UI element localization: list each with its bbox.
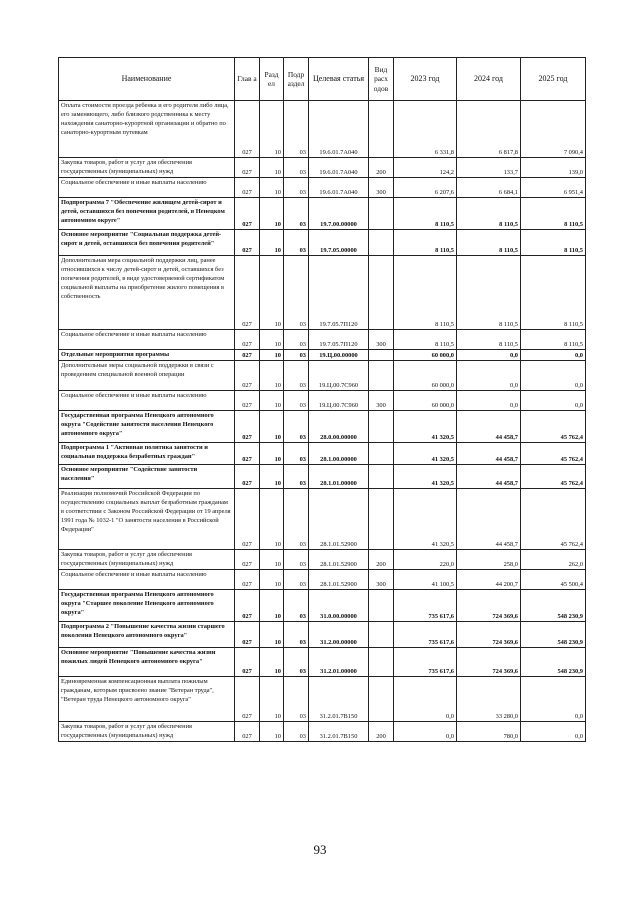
cell-g: 027 [235, 391, 260, 411]
col-vr-header: Вид расх одов [369, 58, 394, 101]
cell-v2: 724 369,6 [457, 590, 521, 622]
cell-v2: 0,0 [457, 391, 521, 411]
cell-v3: 139,0 [521, 158, 586, 178]
cell-name: Подпрограмма 7 "Обеспечение жилищем детей-сирот и детей, оставшихся без попечения родителей, в Ненецком автономном округе" [59, 198, 235, 230]
cell-r: 10 [260, 443, 284, 465]
cell-g: 027 [235, 361, 260, 391]
cell-g: 027 [235, 178, 260, 198]
cell-name: Подпрограмма 1 "Активная политика занятости и социальная поддержка безработных граждан" [59, 443, 235, 465]
cell-r: 10 [260, 350, 284, 361]
cell-g: 027 [235, 350, 260, 361]
cell-cs: 28.1.01.00000 [309, 465, 369, 489]
cell-v3: 45 762,4 [521, 443, 586, 465]
table-row [59, 411, 586, 443]
cell-v3: 8 110,5 [521, 330, 586, 350]
cell-v2: 44 458,7 [457, 443, 521, 465]
cell-g: 027 [235, 443, 260, 465]
cell-name: Закупка товаров, работ и услуг для обеспечения государственных (муниципальных) нужд [59, 158, 235, 178]
cell-vr: 200 [369, 158, 394, 178]
cell-v2: 33 280,0 [457, 677, 521, 722]
cell-v1: 41 320,5 [394, 411, 457, 443]
cell-vr [369, 489, 394, 550]
cell-v2: 44 458,7 [457, 411, 521, 443]
cell-cs: 19.Ц.00.7С960 [309, 361, 369, 391]
cell-v1: 220,0 [394, 550, 457, 570]
cell-cs: 31.2.01.00000 [309, 648, 369, 677]
cell-v2: 6 684,1 [457, 178, 521, 198]
cell-p: 03 [284, 391, 309, 411]
cell-v3: 0,0 [521, 391, 586, 411]
table-row [59, 550, 586, 570]
cell-v1: 8 110,5 [394, 198, 457, 230]
cell-v3: 262,0 [521, 550, 586, 570]
cell-name: Реализация полномочий Российской Федерации по осуществлению социальных выплат безработным гражданам в соответствии с Законом Российской Федерации от 19 апреля 1991 года № 1032-1 "О занятости населения в Российской Федерации" [59, 489, 235, 550]
cell-p: 03 [284, 178, 309, 198]
cell-p: 03 [284, 198, 309, 230]
cell-r: 10 [260, 101, 284, 158]
cell-cs: 28.1.01.52900 [309, 550, 369, 570]
header-row [59, 58, 586, 101]
cell-v2: 44 200,7 [457, 570, 521, 590]
cell-p: 03 [284, 330, 309, 350]
cell-p: 03 [284, 158, 309, 178]
cell-p: 03 [284, 361, 309, 391]
cell-cs: 19.6.01.7А040 [309, 158, 369, 178]
cell-r: 10 [260, 158, 284, 178]
cell-name: Закупка товаров, работ и услуг для обеспечения государственных (муниципальных) нужд [59, 722, 235, 742]
table-row [59, 590, 586, 622]
cell-name: Закупка товаров, работ и услуг для обеспечения государственных (муниципальных) нужд [59, 550, 235, 570]
cell-v3: 548 230,9 [521, 648, 586, 677]
cell-cs: 28.0.00.00000 [309, 411, 369, 443]
cell-p: 03 [284, 101, 309, 158]
cell-r: 10 [260, 330, 284, 350]
cell-r: 10 [260, 648, 284, 677]
cell-v3: 8 110,5 [521, 256, 586, 330]
cell-vr [369, 443, 394, 465]
cell-g: 027 [235, 590, 260, 622]
cell-p: 03 [284, 489, 309, 550]
cell-name: Социальное обеспечение и иные выплаты населению [59, 178, 235, 198]
cell-p: 03 [284, 648, 309, 677]
cell-v2: 0,0 [457, 350, 521, 361]
cell-r: 10 [260, 411, 284, 443]
cell-p: 03 [284, 465, 309, 489]
cell-name: Социальное обеспечение и иные выплаты населению [59, 570, 235, 590]
cell-name: Социальное обеспечение и иные выплаты населению [59, 330, 235, 350]
table-row [59, 391, 586, 411]
cell-name: Социальное обеспечение и иные выплаты населению [59, 391, 235, 411]
cell-v2: 44 458,7 [457, 489, 521, 550]
cell-vr [369, 648, 394, 677]
cell-v1: 60 000,0 [394, 361, 457, 391]
table-row [59, 465, 586, 489]
cell-r: 10 [260, 622, 284, 648]
cell-r: 10 [260, 361, 284, 391]
table-row [59, 178, 586, 198]
cell-vr: 200 [369, 550, 394, 570]
cell-v2: 44 458,7 [457, 465, 521, 489]
cell-vr: 200 [369, 722, 394, 742]
cell-v1: 6 331,8 [394, 101, 457, 158]
table-row [59, 677, 586, 722]
cell-name: Подпрограмма 2 "Повышение качества жизни старшего поколения Ненецкого автономного округа" [59, 622, 235, 648]
cell-v3: 45 762,4 [521, 465, 586, 489]
cell-v1: 8 110,5 [394, 256, 457, 330]
cell-p: 03 [284, 570, 309, 590]
cell-p: 03 [284, 622, 309, 648]
cell-cs: 19.7.05.7П120 [309, 330, 369, 350]
cell-cs: 19.6.01.7А040 [309, 101, 369, 158]
cell-v3: 0,0 [521, 677, 586, 722]
cell-g: 027 [235, 198, 260, 230]
cell-vr [369, 465, 394, 489]
cell-v3: 8 110,5 [521, 198, 586, 230]
cell-r: 10 [260, 677, 284, 722]
cell-v2: 724 369,6 [457, 622, 521, 648]
cell-r: 10 [260, 550, 284, 570]
table-row [59, 648, 586, 677]
cell-v3: 0,0 [521, 350, 586, 361]
table-row [59, 198, 586, 230]
cell-v1: 8 110,5 [394, 330, 457, 350]
cell-v3: 0,0 [521, 722, 586, 742]
cell-p: 03 [284, 256, 309, 330]
table-row [59, 101, 586, 158]
cell-r: 10 [260, 198, 284, 230]
cell-g: 027 [235, 465, 260, 489]
cell-v3: 7 090,4 [521, 101, 586, 158]
cell-vr [369, 622, 394, 648]
table-row [59, 361, 586, 391]
cell-v3: 0,0 [521, 361, 586, 391]
col-2025-header: 2025 год [521, 58, 586, 101]
cell-v1: 60 000,0 [394, 391, 457, 411]
cell-r: 10 [260, 178, 284, 198]
cell-name: Дополнительная мера социальной поддержки лиц, ранее относившихся к числу детей-сирот и детей, оставшихся без попечения родителей, в виде удостоверяемой сертификатом социальной выплаты на приобретение жилого помещения в собственность [59, 256, 235, 330]
cell-vr [369, 101, 394, 158]
cell-cs: 19.7.05.00000 [309, 230, 369, 256]
cell-g: 027 [235, 550, 260, 570]
cell-r: 10 [260, 489, 284, 550]
cell-cs: 19.7.05.7П120 [309, 256, 369, 330]
cell-v2: 8 110,5 [457, 230, 521, 256]
cell-v2: 6 817,8 [457, 101, 521, 158]
col-cs-header: Целевая статья [309, 58, 369, 101]
cell-r: 10 [260, 465, 284, 489]
cell-g: 027 [235, 570, 260, 590]
cell-cs: 31.0.00.00000 [309, 590, 369, 622]
cell-v1: 41 100,5 [394, 570, 457, 590]
cell-vr [369, 198, 394, 230]
cell-g: 027 [235, 101, 260, 158]
cell-g: 027 [235, 411, 260, 443]
col-2024-header: 2024 год [457, 58, 521, 101]
cell-name: Основное мероприятие "Повышение качества жизни пожилых людей Ненецкого автономного округа" [59, 648, 235, 677]
cell-g: 027 [235, 648, 260, 677]
cell-r: 10 [260, 590, 284, 622]
cell-g: 027 [235, 622, 260, 648]
cell-vr: 300 [369, 570, 394, 590]
cell-vr [369, 677, 394, 722]
col-2023-header: 2023 год [394, 58, 457, 101]
cell-v3: 6 951,4 [521, 178, 586, 198]
cell-g: 027 [235, 158, 260, 178]
cell-r: 10 [260, 391, 284, 411]
cell-v1: 735 617,6 [394, 622, 457, 648]
table-row [59, 443, 586, 465]
cell-vr: 300 [369, 330, 394, 350]
cell-p: 03 [284, 722, 309, 742]
cell-v2: 133,7 [457, 158, 521, 178]
cell-g: 027 [235, 677, 260, 722]
col-glava-header: Глав а [235, 58, 260, 101]
cell-cs: 31.2.01.7В150 [309, 722, 369, 742]
table-row [59, 350, 586, 361]
cell-cs: 19.6.01.7А040 [309, 178, 369, 198]
cell-v1: 735 617,6 [394, 590, 457, 622]
cell-g: 027 [235, 722, 260, 742]
table-row [59, 722, 586, 742]
cell-v3: 548 230,9 [521, 622, 586, 648]
cell-v1: 0,0 [394, 722, 457, 742]
cell-vr [369, 361, 394, 391]
cell-vr [369, 230, 394, 256]
table-row [59, 158, 586, 178]
cell-r: 10 [260, 256, 284, 330]
cell-cs: 28.1.00.00000 [309, 443, 369, 465]
cell-r: 10 [260, 230, 284, 256]
cell-name: Основное мероприятие "Содействие занятости населения" [59, 465, 235, 489]
cell-vr [369, 350, 394, 361]
col-name-header: Наименование [59, 58, 235, 101]
cell-vr: 300 [369, 178, 394, 198]
cell-cs: 31.2.01.7В150 [309, 677, 369, 722]
cell-v2: 0,0 [457, 361, 521, 391]
cell-cs: 28.1.01.52900 [309, 489, 369, 550]
cell-name: Основное мероприятие "Социальная поддержка детей-сирот и детей, оставшихся без попечения родителей" [59, 230, 235, 256]
cell-name: Государственная программа Ненецкого автономного округа "Старшее поколение Ненецкого автономного округа" [59, 590, 235, 622]
cell-v3: 548 230,9 [521, 590, 586, 622]
table-row [59, 230, 586, 256]
cell-v1: 735 617,6 [394, 648, 457, 677]
cell-v3: 45 762,4 [521, 489, 586, 550]
budget-table [58, 57, 586, 742]
cell-vr: 300 [369, 391, 394, 411]
cell-v2: 258,0 [457, 550, 521, 570]
cell-vr [369, 256, 394, 330]
table-row [59, 330, 586, 350]
cell-v1: 41 320,5 [394, 489, 457, 550]
cell-v1: 60 000,0 [394, 350, 457, 361]
cell-v1: 0,0 [394, 677, 457, 722]
cell-v2: 8 110,5 [457, 256, 521, 330]
cell-name: Единовременная компенсационная выплата пожилым гражданам, которым присвоено звание "Ветеран труда", "Ветеран труда Ненецкого автономного округа" [59, 677, 235, 722]
cell-v3: 45 500,4 [521, 570, 586, 590]
cell-p: 03 [284, 230, 309, 256]
cell-vr [369, 590, 394, 622]
cell-p: 03 [284, 677, 309, 722]
cell-v2: 724 369,6 [457, 648, 521, 677]
cell-r: 10 [260, 722, 284, 742]
cell-p: 03 [284, 411, 309, 443]
cell-v2: 8 110,5 [457, 198, 521, 230]
cell-g: 027 [235, 230, 260, 256]
col-podrazdel-header: Подр аздел [284, 58, 309, 101]
cell-r: 10 [260, 570, 284, 590]
cell-v2: 8 110,5 [457, 330, 521, 350]
table-row [59, 622, 586, 648]
cell-p: 03 [284, 350, 309, 361]
cell-g: 027 [235, 256, 260, 330]
cell-v1: 124,2 [394, 158, 457, 178]
cell-cs: 19.Ц.00.7С960 [309, 391, 369, 411]
cell-name: Дополнительные меры социальной поддержки в связи с проведением специальной военной операции [59, 361, 235, 391]
cell-v3: 45 762,4 [521, 411, 586, 443]
table-row [59, 256, 586, 330]
cell-name: Оплата стоимости проезда ребенка и его родителя либо лица, его заменяющего, либо близкого родственника к месту нахождения санаторно-курортной организации и обратно по санаторно-курортным путевкам [59, 101, 235, 158]
cell-v3: 8 110,5 [521, 230, 586, 256]
cell-v1: 8 110,5 [394, 230, 457, 256]
cell-v2: 780,0 [457, 722, 521, 742]
cell-name: Отдельные мероприятия программы [59, 350, 235, 361]
cell-vr [369, 411, 394, 443]
cell-v1: 41 320,5 [394, 465, 457, 489]
cell-cs: 28.1.01.52900 [309, 570, 369, 590]
cell-name: Государственная программа Ненецкого автономного округа "Содействие занятости населения Ненецкого автономного округа" [59, 411, 235, 443]
cell-cs: 31.2.00.00000 [309, 622, 369, 648]
cell-v1: 6 207,6 [394, 178, 457, 198]
table-row [59, 489, 586, 550]
cell-p: 03 [284, 443, 309, 465]
cell-p: 03 [284, 550, 309, 570]
cell-g: 027 [235, 489, 260, 550]
cell-g: 027 [235, 330, 260, 350]
page-number: 93 [313, 842, 327, 857]
col-razdel-header: Разд ел [260, 58, 284, 101]
cell-cs: 19.7.00.00000 [309, 198, 369, 230]
cell-cs: 19.Ц.00.00000 [309, 350, 369, 361]
table-row [59, 570, 586, 590]
cell-p: 03 [284, 590, 309, 622]
cell-v1: 41 320,5 [394, 443, 457, 465]
